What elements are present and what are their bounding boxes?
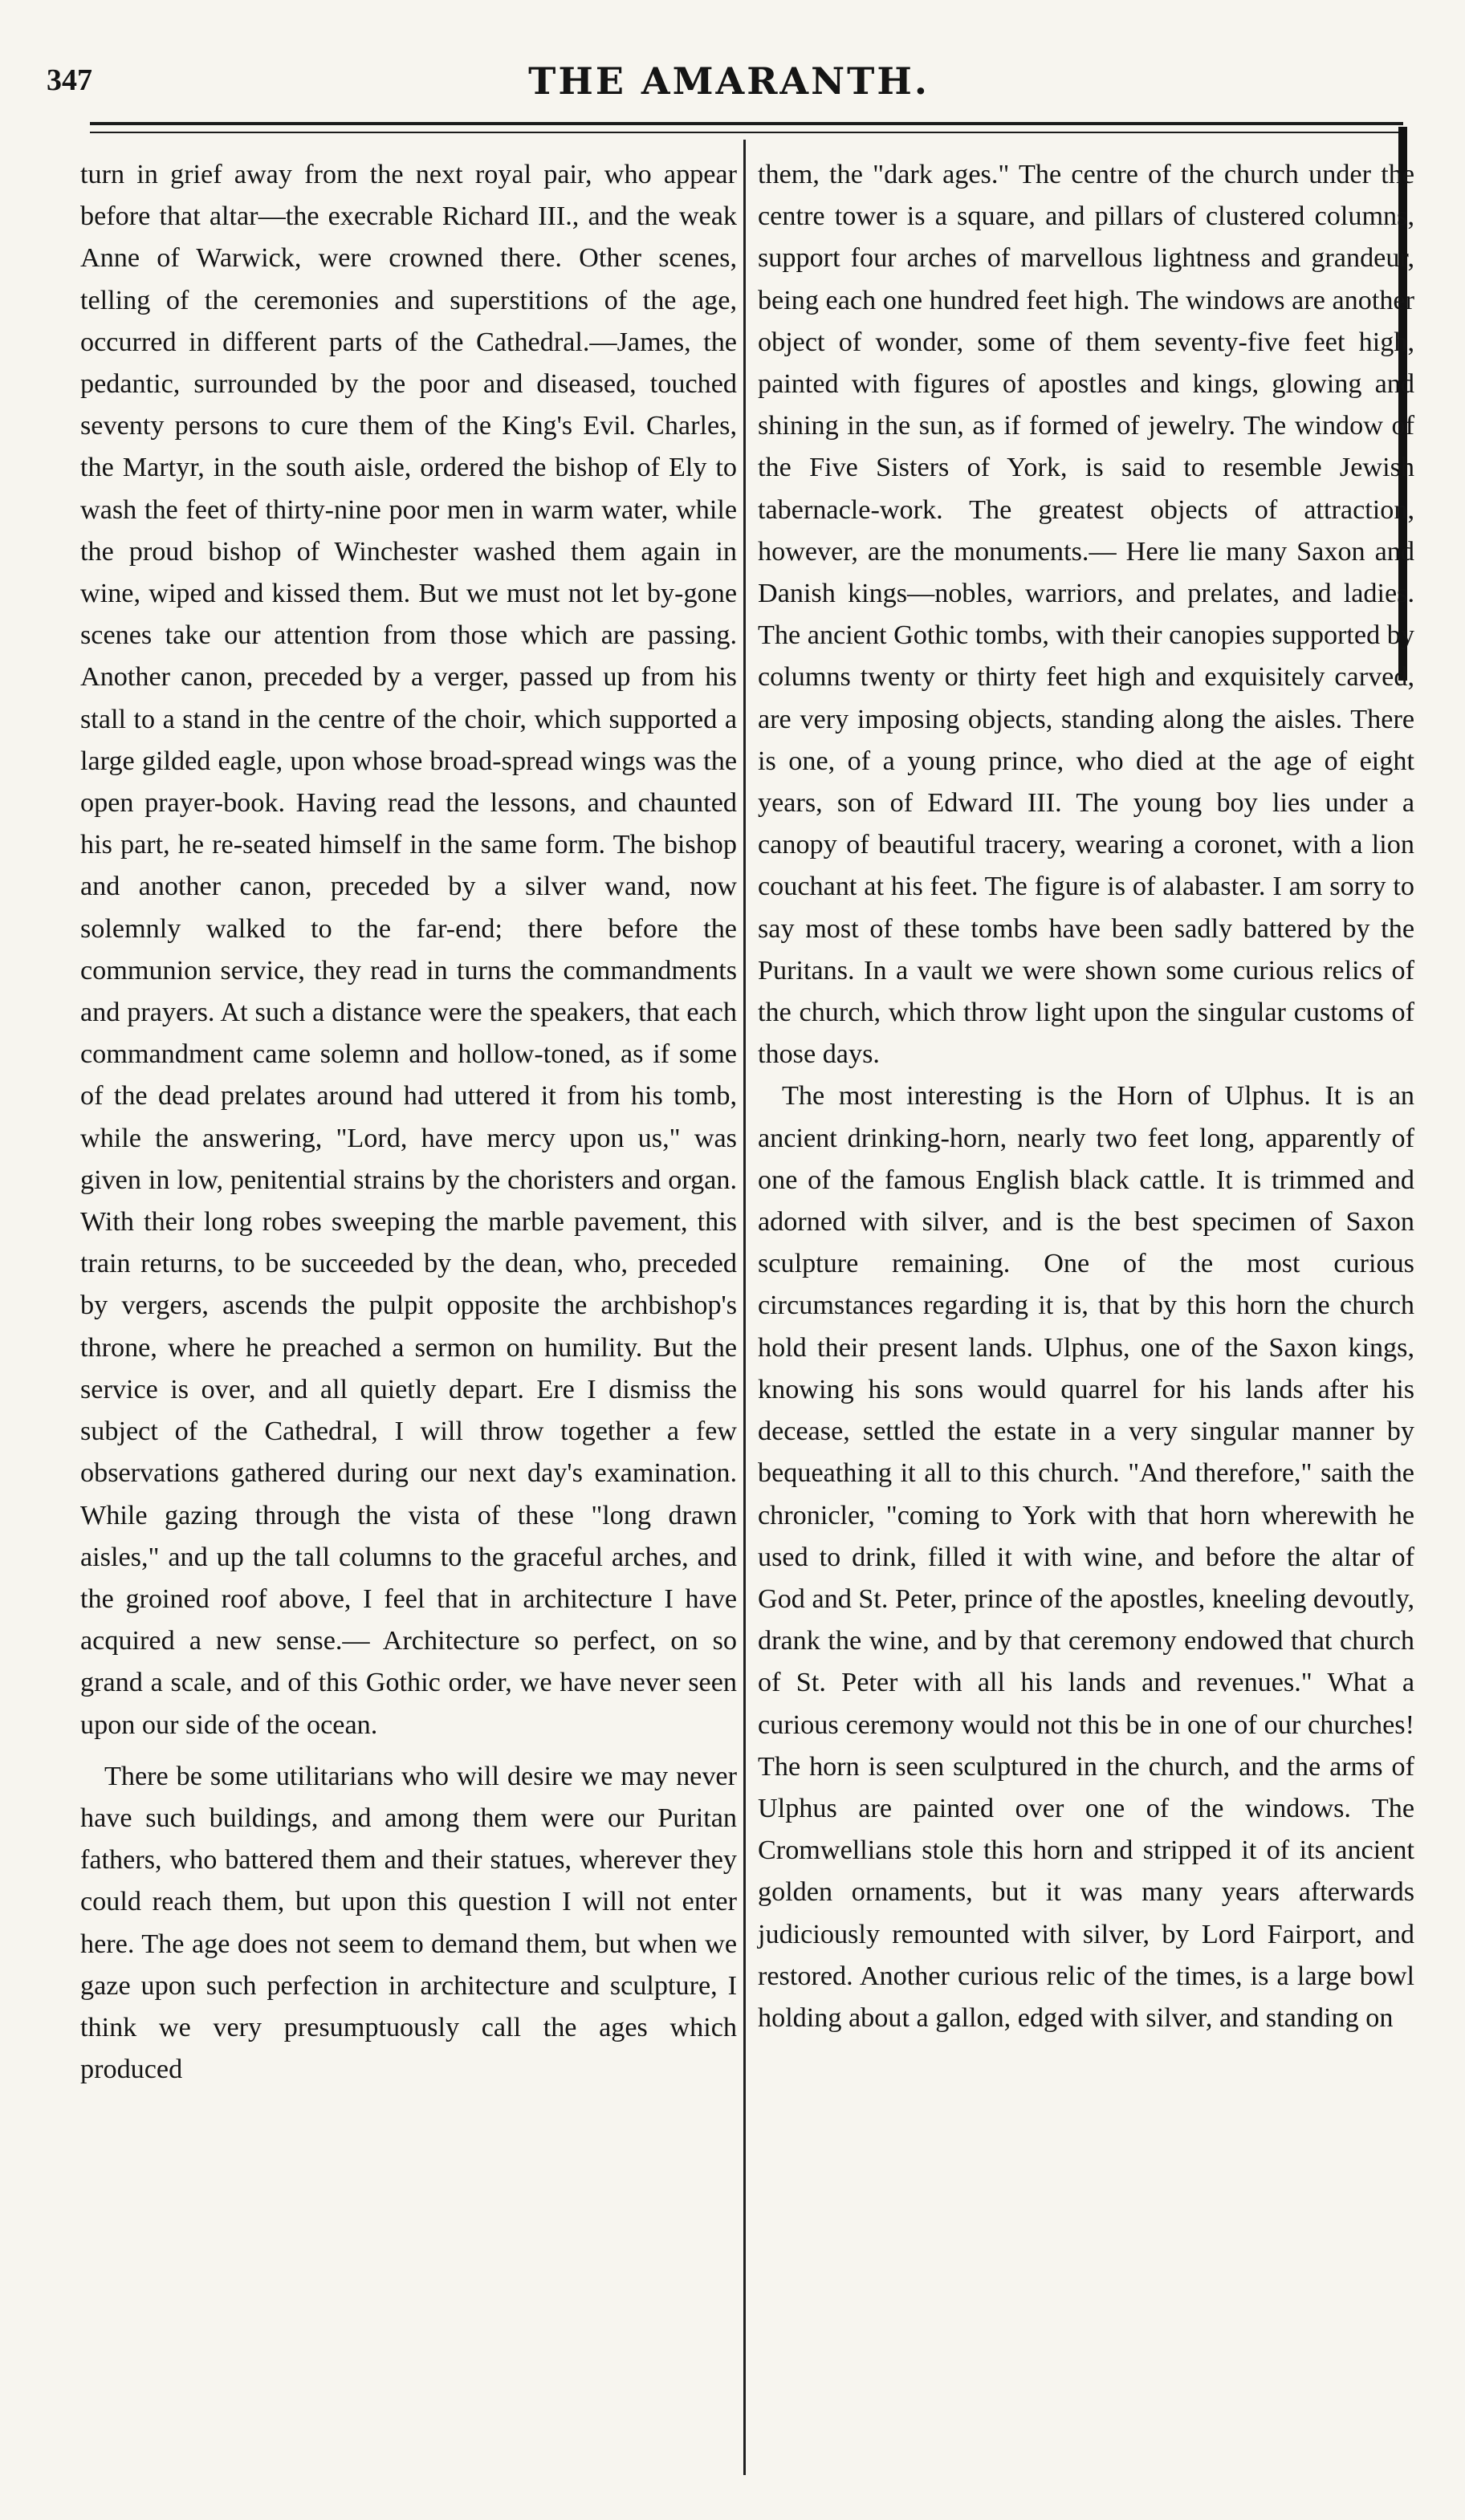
- page-number: 347: [47, 63, 92, 97]
- right-column: [758, 154, 1414, 2039]
- page-header: [47, 59, 1411, 119]
- left-column: [80, 154, 737, 2091]
- header-rule-thick: [90, 122, 1403, 125]
- left-paragraph-2: There be some utilitarians who will desire we may never have such buildings, and among them were our Puritan fathers, who battered them and their statues, wherever they could reach them, but upon this question I will not enter here. The age does not seem to demand them, but when we gaze upon such perfection in architecture and sculpture, I think we very presumptuously call the ages which produced: [80, 1761, 737, 2085]
- right-paragraph-2: The most interesting is the Horn of Ulphus. It is an ancient drinking-horn, nearly two feet long, apparently of one of the famous English black cattle. It is trimmed and adorned with silver, and is the best specimen of Saxon sculpture remaining. One of the most curious circumstances regarding it is, that by this horn the church hold their present lands. Ulphus, one of the Saxon kings, knowing his sons would quarrel for his lands after his decease, settled the estate in a very singular manner by bequeathing it all to this church. "And therefore," saith the chronicler, "coming to York with that horn wherewith he used to drink, filled it with wine, and before the altar of God and St. Peter, prince of the apostles, kneeling devoutly, drank the wine, and by that ceremony endowed that church of St. Peter with all his lands and revenues." What a curious ceremony would not this be in one of our churches! The horn is seen sculptured in the church, and the arms of Ulphus are painted over one of the windows. The Cromwellians stole this horn and stripped it of its ancient golden ornaments, but it was many years afterwards judiciously remounted with silver, by Lord Fairport, and restored. Another curious relic of the times, is a large bowl holding about a gallon, edged with silver, and standing on: [758, 1081, 1414, 2033]
- running-title: THE AMARANTH.: [528, 59, 930, 103]
- right-paragraph-1: them, the "dark ages." The centre of the church under the centre tower is a square, and pillars of clustered columns, support four arches of marvellous lightness and grandeur, being each one hundred feet high. The windows are another object of wonder, some of them seventy-five feet high, painted with figures of apostles and kings, glowing and shining in the sun, as if formed of jewelry. The window of the Five Sisters of York, is said to resemble Jewish tabernacle-work. The greatest objects of attraction, however, are the monuments.— Here lie many Saxon and Danish kings—nobles, warriors, and prelates, and ladies. The ancient Gothic tombs, with their canopies supported by columns twenty or thirty feet high and exquisitely carved, are very imposing objects, standing along the aisles. There is one, of a young prince, who died at the age of eight years, son of Edward III. The young boy lies under a canopy of beautiful tracery, wearing a coronet, with a lion couchant at his feet. The figure is of alabaster. I am sorry to say most of these tombs have been sadly battered by the Puritans. In a vault we were shown some curious relics of the church, which throw light upon the singular customs of those days.: [758, 160, 1414, 1070]
- left-paragraph-1: turn in grief away from the next royal pair, who appear before that altar—the execrable Richard III., and the weak Anne of Warwick, were crowned there. Other scenes, telling of the ceremonies and superstitions of the age, occurred in different parts of the Cathedral.—James, the pedantic, surrounded by the poor and diseased, touched seventy persons to cure them of the King's Evil. Charles, the Martyr, in the south aisle, ordered the bishop of Ely to wash the feet of thirty-nine poor men in warm water, while the proud bishop of Winchester washed them again in wine, wiped and kissed them. But we must not let by-gone scenes take our attention from those which are passing. Another canon, preceded by a verger, passed up from his stall to a stand in the centre of the choir, which supported a large gilded eagle, upon whose broad-spread wings was the open prayer-book. Having read the lessons, and chaunted his part, he re-seated himself in the same form. The bishop and another canon, preceded by a silver wand, now solemnly walked to the far-end; there before the communion service, they read in turns the commandments and prayers. At such a distance were the speakers, that each commandment came solemn and hollow-toned, as if some of the dead prelates around had uttered it from his tomb, while the answering, "Lord, have mercy upon us," was given in low, penitential strains by the choristers and organ. With their long robes sweeping the marble pavement, this train returns, to be succeeded by the dean, who, preceded by vergers, ascends the pulpit opposite the archbishop's throne, where he preached a sermon on humility. But the service is over, and all quietly depart. Ere I dismiss the subject of the Cathedral, I will throw together a few observations gathered during our next day's examination. While gazing through the vista of these "long drawn aisles," and up the tall columns to the graceful arches, and the groined roof above, I feel that in architecture I have acquired a new sense.— Architecture so perfect, on so grand a scale, and of this Gothic order, we have never seen upon our side of the ocean.: [80, 160, 737, 1740]
- header-rule-thin: [90, 132, 1403, 133]
- column-divider: [743, 140, 746, 2475]
